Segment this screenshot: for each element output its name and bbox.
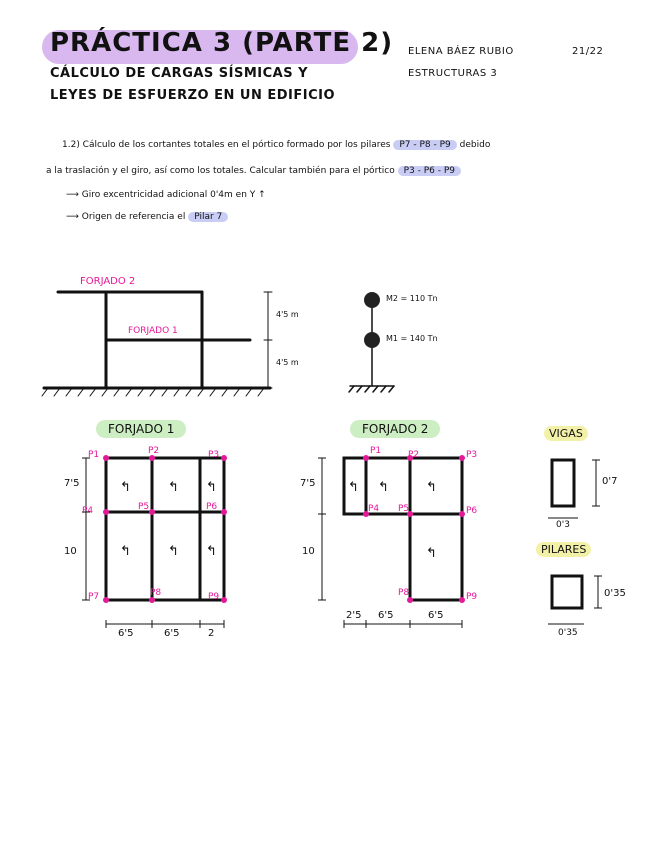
bullet-1-text: Giro excentricidad adicional 0'4m en Y ↑ xyxy=(81,190,266,200)
mass-2-label: M2 = 110 Tn xyxy=(386,294,438,303)
beam-width-label: 0'3 xyxy=(556,520,570,530)
elevation-forjado-1-label: FORJADO 1 xyxy=(128,326,178,336)
plan-2-dim-w3: 6'5 xyxy=(428,610,444,621)
slab-direction-icon: ↰ xyxy=(378,480,389,495)
plan-2-dim-bottom: 10 xyxy=(302,546,315,557)
beams-label: VIGAS xyxy=(544,426,588,441)
plan-1-dim-w2: 6'5 xyxy=(164,628,180,639)
p7-label: P7 xyxy=(88,592,100,602)
column-width-label: 0'35 xyxy=(558,628,578,638)
statement-line-1-text: 1.2) Cálculo de los cortantes totales en el pórtico formado por los pilares xyxy=(62,140,391,150)
plan-2-pillar-dots xyxy=(363,455,465,603)
plan-1-pillar-dots xyxy=(103,455,227,603)
p4-label: P4 xyxy=(82,506,94,516)
mass-1-label: M1 = 140 Tn xyxy=(386,334,438,343)
p4-label: P4 xyxy=(368,504,380,514)
slab-direction-icon: ↰ xyxy=(426,480,437,495)
bullet-2-text: Origen de referencia el xyxy=(81,212,186,222)
plan-1-title: FORJADO 1 xyxy=(96,420,186,438)
p1-label: P1 xyxy=(370,446,382,456)
author-name: ELENA BÁEZ RUBIO xyxy=(408,46,514,57)
p2-label: P2 xyxy=(408,450,420,460)
p9-label: P9 xyxy=(208,592,220,602)
elevation-forjado-2-label: FORJADO 2 xyxy=(80,276,136,287)
height-top-label: 4'5 m xyxy=(276,310,299,319)
frame-chip-p3-p6-p9: P3 - P6 - P9 xyxy=(398,166,461,176)
frame-chip-p7-p8-p9: P7 - P8 - P9 xyxy=(393,140,456,150)
slab-direction-icon: ↰ xyxy=(168,480,179,495)
elevation-frame xyxy=(44,292,270,388)
plan-2-title: FORJADO 2 xyxy=(350,420,440,438)
column-height-label: 0'35 xyxy=(604,588,626,599)
mass-2-node xyxy=(364,292,380,308)
plan-1-dim-top: 7'5 xyxy=(64,478,80,489)
p1-label: P1 xyxy=(88,450,100,460)
slab-direction-icon: ↰ xyxy=(206,480,217,495)
subtitle-line-1: CÁLCULO DE CARGAS SÍSMICAS Y xyxy=(50,66,309,81)
height-bottom-label: 4'5 m xyxy=(276,358,299,367)
plan-1-dim-bottom: 10 xyxy=(64,546,77,557)
mass-1-node xyxy=(364,332,380,348)
slab-direction-icon: ↰ xyxy=(426,546,437,561)
p9-label: P9 xyxy=(466,592,478,602)
p3-label: P3 xyxy=(208,450,220,460)
plan-1-dim-w3: 2 xyxy=(208,628,215,639)
slab-direction-icon: ↰ xyxy=(120,544,131,559)
p6-label: P6 xyxy=(466,506,478,516)
plan-forjado-2 xyxy=(318,458,462,628)
plan-2-dim-w1: 2'5 xyxy=(346,610,362,621)
column-section xyxy=(552,576,582,608)
columns-label: PILARES xyxy=(536,542,591,557)
course-year: 21/22 xyxy=(572,46,604,57)
statement-line-1-suffix: debido xyxy=(459,140,491,150)
plan-2-dim-w2: 6'5 xyxy=(378,610,394,621)
elevation-height-dims xyxy=(264,292,272,388)
p8-label: P8 xyxy=(150,588,162,598)
p8-label: P8 xyxy=(398,588,410,598)
subtitle-line-2: LEYES DE ESFUERZO EN UN EDIFICIO xyxy=(50,88,336,103)
arrow-right-icon: ⟶ xyxy=(66,212,79,222)
plan-1-dim-w1: 6'5 xyxy=(118,628,134,639)
arrow-right-icon: ⟶ xyxy=(66,190,79,200)
subject-name: ESTRUCTURAS 3 xyxy=(408,68,498,79)
slab-direction-icon: ↰ xyxy=(168,544,179,559)
pillar-7-chip: Pilar 7 xyxy=(188,212,228,222)
beam-height-label: 0'7 xyxy=(602,476,618,487)
beam-section xyxy=(552,460,574,506)
p6-label: P6 xyxy=(206,502,218,512)
plan-2-dim-top: 7'5 xyxy=(300,478,316,489)
slab-direction-icon: ↰ xyxy=(348,480,359,495)
p5-label: P5 xyxy=(138,502,150,512)
statement-line-2-text: a la traslación y el giro, así como los totales. Calcular también para el pórtico xyxy=(46,166,395,176)
slab-direction-icon: ↰ xyxy=(120,480,131,495)
slab-direction-icon: ↰ xyxy=(206,544,217,559)
page-title: PRÁCTICA 3 (PARTE 2) xyxy=(50,28,394,58)
p5-label: P5 xyxy=(398,504,410,514)
p2-label: P2 xyxy=(148,446,160,456)
p3-label: P3 xyxy=(466,450,478,460)
